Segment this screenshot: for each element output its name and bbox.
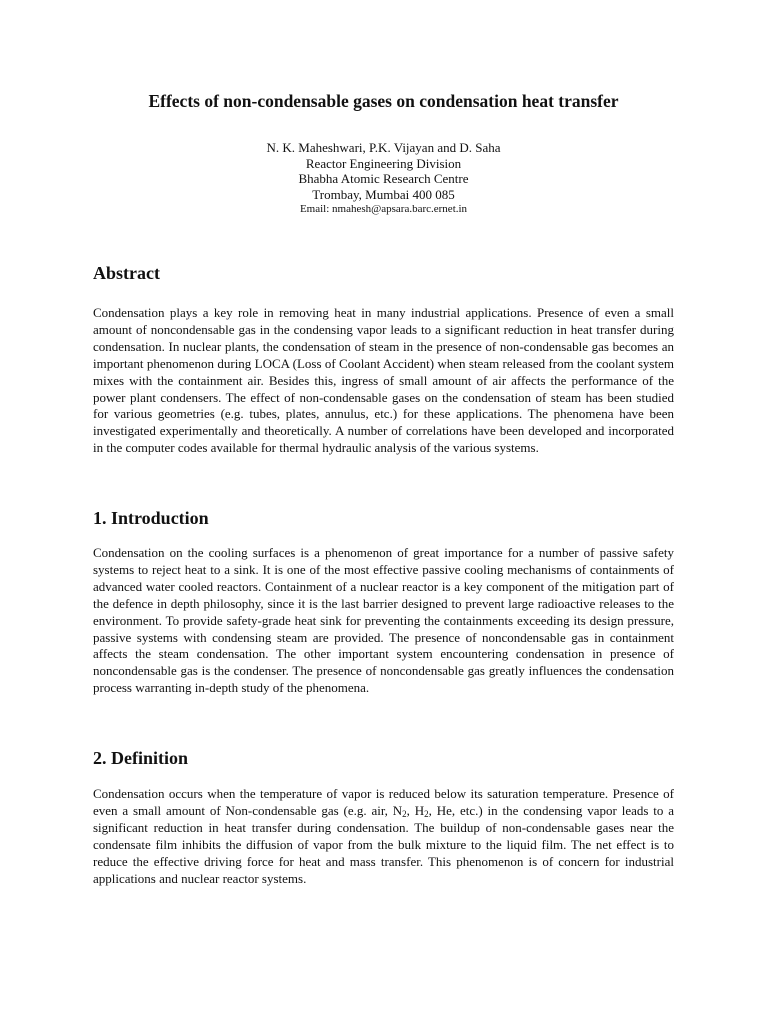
definition-text — [93, 786, 674, 887]
definition-text-part1: Condensation occurs when the temperature of vapor is reduced below its saturation temperature. Presence of even a small amount of Non-condensable gas (e.g. air, N — [93, 786, 674, 818]
author-block — [93, 140, 674, 217]
author-email: Email: nmahesh@apsara.barc.ernet.in — [299, 203, 468, 215]
definition-text-part3: , He, etc.) in the condensing vapor leads to a significant reduction in heat transfer during condensation. The buildup of non-condensable gases near the condensate film inhibits the diffusion of vapor from the bulk mixture to the liquid film. The net effect is to reduce the effective driving force for heat and mass transfer. This phenomenon is of concern for industrial applications and nuclear reactor systems. — [93, 802, 674, 886]
abstract-heading: Abstract — [93, 263, 160, 283]
author-institution: Bhabha Atomic Research Centre — [298, 171, 469, 186]
introduction-heading: 1. Introduction — [93, 508, 209, 528]
subscript-n2: 2 — [402, 808, 407, 819]
subscript-h2: 2 — [424, 808, 429, 819]
author-names: N. K. Maheshwari, P.K. Vijayan and D. Saha — [266, 140, 501, 155]
author-division: Reactor Engineering Division — [305, 155, 462, 171]
abstract-text: Condensation plays a key role in removing heat in many industrial applications. Presence of even a small amount of noncondensable gas in the condensing vapor leads to a significant reduction in heat transfer during condensation. In nuclear plants, the condensation of steam in the presence of non-condensable gas becomes an important phenomenon during LOCA (Loss of Coolant Accident) when steam released from the coolant system mixes with the containment air. Besides this, ingress of small amount of air affects the performance of the power plant condensers. The effect of non-condensable gases on the condensation of steam has been studied for various geometries (e.g. tubes, plates, annulus, etc.) for these applications. The phenomena have been investigated experimentally and theoretically. A number of correlations have been developed and incorporated in the computer codes available for thermal hydraulic analysis of the various systems. — [93, 305, 674, 456]
paper-title: Effects of non-condensable gases on condensation heat transfer — [148, 91, 619, 111]
introduction-text: Condensation on the cooling surfaces is a phenomenon of great importance for a number of passive safety systems to reject heat to a sink. It is one of the most effective passive cooling mechanisms of containments of advanced water cooled reactors. Containment of a nuclear reactor is a key component of the mitigation part of the defence in depth philosophy, since it is the last barrier designed to prevent large radioactive releases to the environment. To provide safety-grade heat sink for preventing the containments exceeding its design pressure, passive systems with condensing steam are provided. The presence of noncondensable gas in containment affects the steam condensation. The other important system encountering condensation in presence of noncondensable gas is the condenser. The presence of noncondensable gas greatly influences the condensation process warranting in-depth study of the phenomena. — [93, 545, 674, 696]
definition-heading: 2. Definition — [93, 748, 189, 768]
author-address: Trombay, Mumbai 400 085 — [312, 186, 455, 202]
definition-text-part2: , H — [406, 802, 425, 818]
